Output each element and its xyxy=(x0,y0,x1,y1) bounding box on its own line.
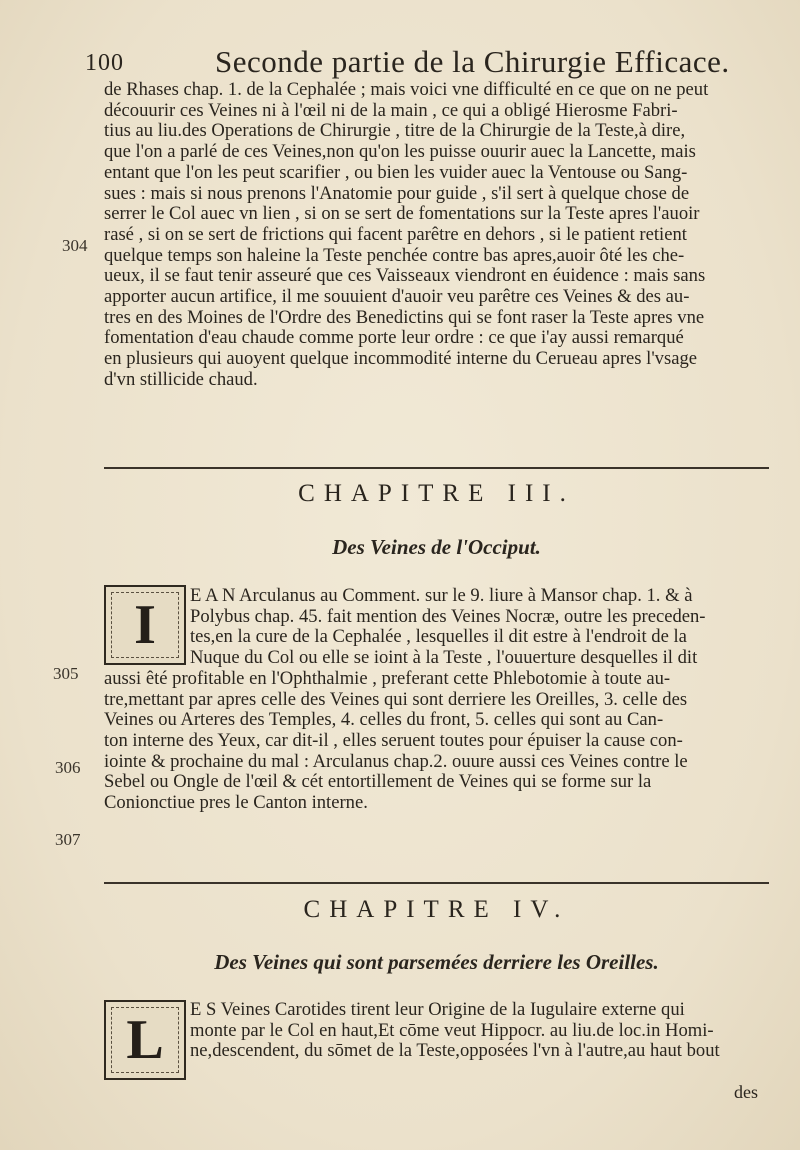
text-line: Conionctiue pres le Canton interne. xyxy=(104,793,368,814)
text-line: ueux, il se faut tenir asseuré que ces Vaisseaux viendront en éuidence : mais sans xyxy=(104,266,706,287)
text-line: entant que l'on les peut scarifier , ou bien les vuider auec la Ventouse ou Sang- xyxy=(104,162,688,183)
chapter-subtitle: Des Veines qui sont parsemées derriere les Oreilles. xyxy=(214,950,659,974)
text-line: tres en des Moines de l'Ordre des Benedictins qui se font raser la Teste apres vne xyxy=(104,307,705,328)
text-line: que l'on a parlé de ces Veines,non qu'on les puisse ouurir auec la Lancette, mais xyxy=(104,142,696,163)
margin-note: 307 xyxy=(55,830,81,849)
text-line: ne,descendent, du sōmet de la Teste,opposées l'vn à l'autre,au haut bout xyxy=(190,1041,720,1062)
page-number: 100 xyxy=(85,50,124,76)
text-line: sues : mais si nous prenons l'Anatomie pour guide , s'il sert à quelque chose de xyxy=(104,183,690,204)
dropcap-letter: L xyxy=(126,1009,164,1071)
running-head: Seconde partie de la Chirurgie Efficace. xyxy=(215,44,730,79)
text-line: aussi êté profitable en l'Ophthalmie , preferant cette Phlebotomie à toute au- xyxy=(104,668,671,689)
text-line: Veines ou Arteres des Temples, 4. celles du front, 5. celles qui sont au Can- xyxy=(104,710,664,731)
text-line: E S Veines Carotides tirent leur Origine de la Iugulaire externe qui xyxy=(190,1000,685,1020)
text-line: fomentation d'eau chaude comme porte leur ordre : ce que i'ay aussi remarqué xyxy=(104,328,684,349)
chapter-title: CHAPITRE III. xyxy=(298,480,575,507)
text-line: quelque temps son haleine la Teste penchée contre bas apres,auoir ôté les che- xyxy=(104,245,685,266)
margin-note: 306 xyxy=(55,758,81,777)
text-line: en plusieurs qui auoyent quelque incommodité interne du Cerueau apres l'vsage xyxy=(104,349,698,370)
text-line: de Rhases chap. 1. de la Cephalée ; mais voici vne difficulté en ce que on ne peut xyxy=(104,80,709,100)
page-header xyxy=(85,40,775,84)
text-line: Polybus chap. 45. fait mention des Veines Nocræ, outre les preceden- xyxy=(190,606,706,627)
text-line: tius au liu.des Operations de Chirurgie , titre de la Chirurgie de la Teste,à dire, xyxy=(104,121,686,142)
text-line: Sebel ou Ongle de l'œil & cét entortillement de Veines qui se forme sur la xyxy=(104,772,652,793)
text-line: apporter aucun artifice, il me souuient d'auoir veu parêtre ces Veines & des au- xyxy=(104,287,690,308)
chapter-subtitle: Des Veines de l'Occiput. xyxy=(332,535,541,559)
divider-rule xyxy=(104,467,769,469)
text-line: découurir ces Veines ni à l'œil ni de la main , ce qui a obligé Hierosme Fabri- xyxy=(104,100,678,121)
text-line: tes,en la cure de la Cephalée , lesquelles il dit estre à l'endroit de la xyxy=(190,627,687,648)
dropcap-letter: I xyxy=(134,594,156,656)
text-line: serrer le Col auec vn lien , si on se sert de fomentations sur la Teste apres l'auoir xyxy=(104,204,700,225)
chapter-3-text xyxy=(104,586,768,814)
text-line: ton interne des Yeux, car dit-il , elles seruent toutes pour épuiser la cause con- xyxy=(104,730,683,751)
text-line: tre,mettant par apres celle des Veines qui sont derriere les Oreilles, 3. celle des xyxy=(104,689,688,710)
chapter-title: CHAPITRE IV. xyxy=(303,896,570,923)
text-line: rasé , si on se sert de frictions qui facent parêtre en dehors , si le patient retient xyxy=(104,224,687,245)
catchword: des xyxy=(734,1082,758,1102)
text-line: E A N Arculanus au Comment. sur le 9. liure à Mansor chap. 1. & à xyxy=(190,586,693,606)
margin-note: 305 xyxy=(53,664,79,683)
text-line: d'vn stillicide chaud. xyxy=(104,369,258,390)
section-1-text xyxy=(104,80,768,391)
text-line: monte par le Col en haut,Et cōme veut Hippocr. au liu.de loc.in Homi- xyxy=(190,1020,714,1041)
text-line: Nuque du Col ou elle se ioint à la Teste , l'ouuerture desquelles il dit xyxy=(190,648,698,669)
chapter-4-text xyxy=(104,1000,768,1062)
divider-rule xyxy=(104,882,769,884)
text-line: iointe & prochaine du mal : Arculanus chap.2. ouure aussi ces Veines contre le xyxy=(104,751,688,772)
margin-note: 304 xyxy=(62,236,88,255)
